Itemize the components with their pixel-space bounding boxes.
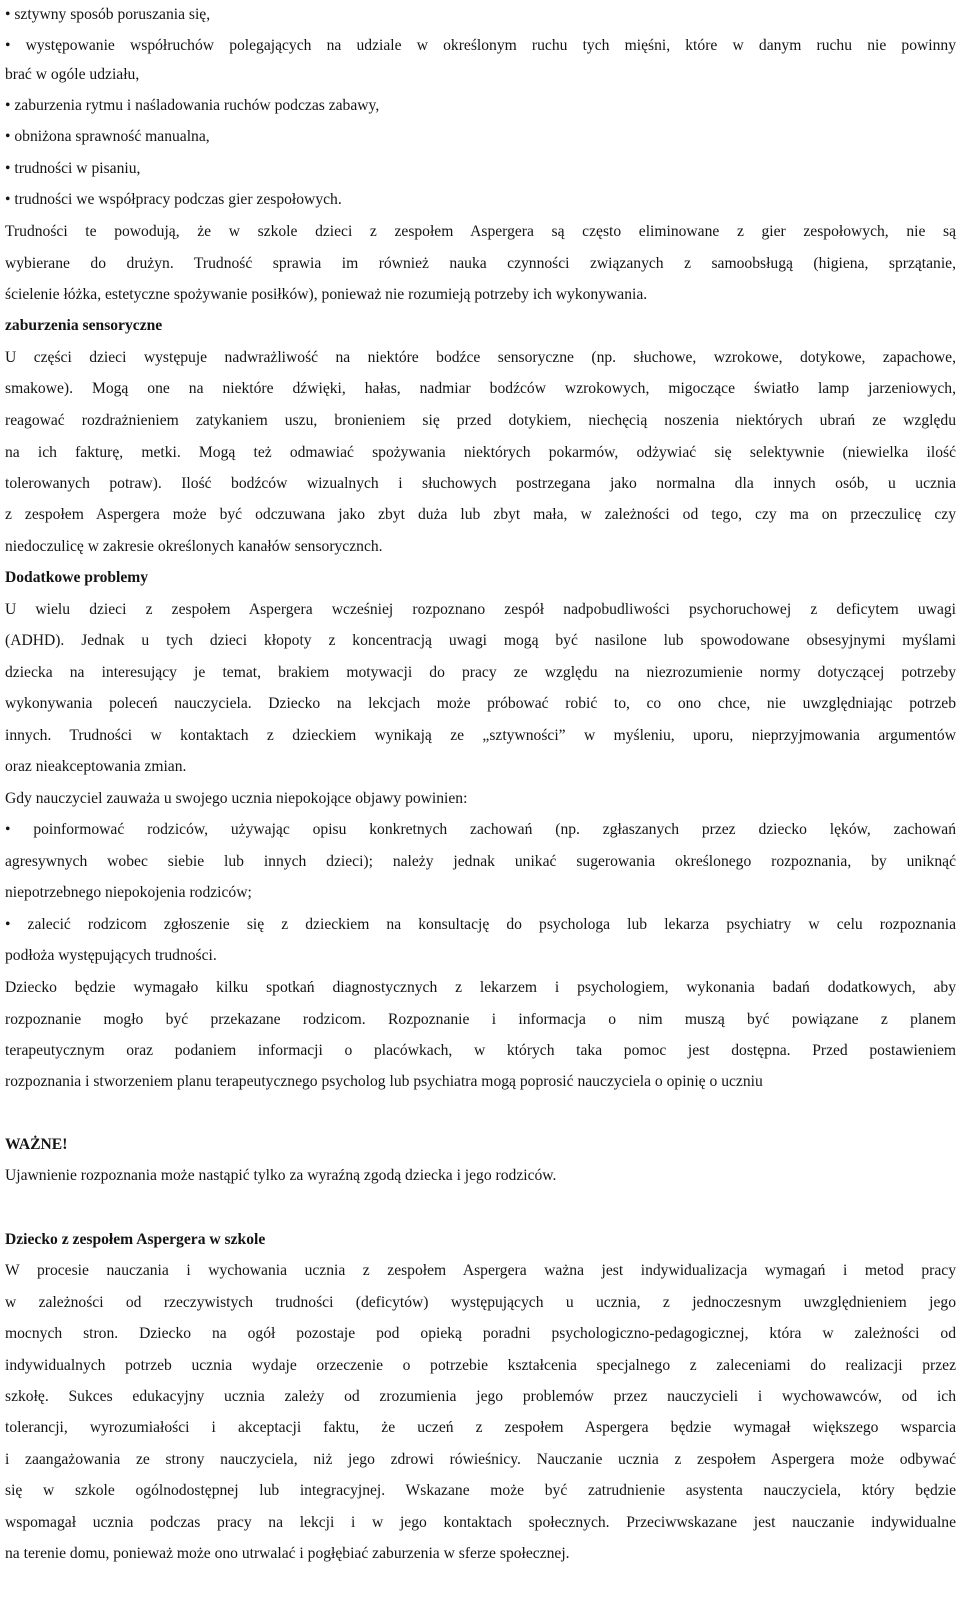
text-line: innych. Trudności w kontaktach z dzieckiem wynikają ze „sztywności” w myśleniu, uporu, nieprzyjmowania argumentów [5,727,956,744]
text-line: brać w ogóle udziału, [5,66,140,83]
text-line: • obniżona sprawność manualna, [5,128,210,145]
text-line: rozpoznania i stworzeniem planu terapeutycznego psycholog lub psychiatra mogą poprosić nauczyciela o opinię o uczniu [5,1073,763,1090]
text-line: smakowe). Mogą one na niektóre dźwięki, hałas, nadmiar bodźców wzrokowych, migoczące światło lamp jarzeniowych, [5,380,956,397]
text-line: oraz nieakceptowania zmian. [5,758,187,775]
text-line: mocnych stron. Dziecko na ogół pozostaje pod opieką poradni psychologiczno-pedagogicznej, która w zależności od [5,1325,956,1342]
text-line: na ich fakturę, metki. Mogą też odmawiać spożywania niektórych pokarmów, odżywiać się selektywnie (niewielka ilość [5,444,956,461]
text-line: Ujawnienie rozpoznania może nastąpić tylko za wyraźną zgodą dziecka i jego rodziców. [5,1167,557,1184]
text-line: terapeutycznym oraz podaniem informacji o placówkach, w których taka pomoc jest dostępna. Przed postawieniem [5,1042,956,1059]
section-heading: zaburzenia sensoryczne [5,317,163,334]
text-line: • zaburzenia rytmu i naśladowania ruchów podczas zabawy, [5,97,380,114]
text-line: Gdy nauczyciel zauważa u swojego ucznia niepokojące objawy powinien: [5,790,468,807]
text-line: podłoża występujących trudności. [5,947,217,964]
text-line: ścielenie łóżka, estetyczne spożywanie posiłków), ponieważ nie rozumieją potrzeby ich wykonywania. [5,286,648,303]
text-line: wspomagał ucznia podczas pracy na lekcji i w jego kontaktach społecznych. Przeciwwskazane jest nauczanie indywidualne [5,1514,956,1531]
text-line: • sztywny sposób poruszania się, [5,6,211,23]
text-line: na terenie domu, ponieważ może ono utrwalać i pogłębiać zaburzenia w sferze społecznej. [5,1545,570,1562]
text-line: (ADHD). Jednak u tych dzieci kłopoty z koncentracją uwagi mogą być nasilone lub spowodowane obsesyjnymi myślami [5,632,956,649]
text-line: indywidualnych potrzeb ucznia wydaje orzeczenie o potrzebie kształcenia specjalnego z zaleceniami do realizacji przez [5,1357,956,1374]
text-line: z zespołem Aspergera może być odczuwana jako zbyt duża lub zbyt mała, w zależności od tego, czy ma on przeczulicę czy [5,506,956,523]
text-line: U wielu dzieci z zespołem Aspergera wcześniej rozpoznano zespół nadpobudliwości psychoruchowej z deficytem uwagi [5,601,956,618]
text-line: wybierane do drużyn. Trudność sprawia im również nauka czynności związanych z samoobsługą (higiena, sprzątanie, [5,255,956,272]
text-line: reagować rozdrażnieniem zatykaniem uszu, bronieniem się przed dotykiem, niechęcią noszenia niektórych ubrań ze względu [5,412,956,429]
text-line: szkołę. Sukces edukacyjny ucznia zależy od zrozumienia jego problemów przez nauczycieli i wychowawców, od ich [5,1388,956,1405]
section-heading: WAŻNE! [5,1136,68,1153]
text-line: się w szkole ogólnodostępnej lub integracyjnej. Wskazane może być zatrudnienie asystenta nauczyciela, który będzie [5,1482,956,1499]
text-line: • zalecić rodzicom zgłoszenie się z dzieckiem na konsultację do psychologa lub lekarza psychiatry w celu rozpoznania [5,916,956,933]
text-line: wykonywania poleceń nauczyciela. Dziecko na lekcjach może próbować robić to, co ono chce, nie uwzględniając potrzeb [5,695,956,712]
text-line: • występowanie współruchów polegających na udziale w określonym ruchu tych mięśni, które w danym ruchu nie powinny [5,37,956,54]
text-line: dziecka na interesujący je temat, brakiem motywacji do pracy ze względu na niezrozumienie normy dotyczącej potrzeby [5,664,956,681]
text-line: Dziecko będzie wymagało kilku spotkań diagnostycznych z lekarzem i psychologiem, wykonania badań dodatkowych, aby [5,979,956,996]
text-line: • trudności w pisaniu, [5,160,141,177]
text-line: U części dzieci występuje nadwrażliwość na niektóre bodźce sensoryczne (np. słuchowe, wzrokowe, dotykowe, zapachowe, [5,349,956,366]
text-line: W procesie nauczania i wychowania ucznia z zespołem Aspergera ważna jest indywidualizacja wymagań i metod pracy [5,1262,956,1279]
text-line: • trudności we współpracy podczas gier zespołowych. [5,191,342,208]
text-line: niepotrzebnego niepokojenia rodziców; [5,884,252,901]
text-line: i zaangażowania ze strony nauczyciela, niż jego zdrowi rówieśnicy. Nauczanie ucznia z zespołem Aspergera może odbywać [5,1451,956,1468]
text-line: tolerowanych potraw). Ilość bodźców wizualnych i słuchowych postrzegana jako normalna dla innych osób, u ucznia [5,475,956,492]
section-heading: Dziecko z zespołem Aspergera w szkole [5,1231,266,1248]
text-line: • poinformować rodziców, używając opisu konkretnych zachowań (np. zgłaszanych przez dziecko lęków, zachowań [5,821,956,838]
section-heading: Dodatkowe problemy [5,569,149,586]
text-line: tolerancji, wyrozumiałości i akceptacji faktu, że uczeń z zespołem Aspergera będzie wymagał większego wsparcia [5,1419,956,1436]
text-line: niedoczulicę w zakresie określonych kanałów sensorycznch. [5,538,383,555]
text-line: agresywnych wobec siebie lub innych dzieci); należy jednak unikać sugerowania określonego rozpoznania, by uniknąć [5,853,956,870]
text-line: rozpoznanie mogło być przekazane rodzicom. Rozpoznanie i informacja o nim muszą być powiązane z planem [5,1011,956,1028]
text-line: w zależności od rzeczywistych trudności (deficytów) występujących u ucznia, z jednoczesnym uwzględnieniem jego [5,1294,956,1311]
text-line: Trudności te powodują, że w szkole dzieci z zespołem Aspergera są często eliminowane z gier zespołowych, nie są [5,223,956,240]
